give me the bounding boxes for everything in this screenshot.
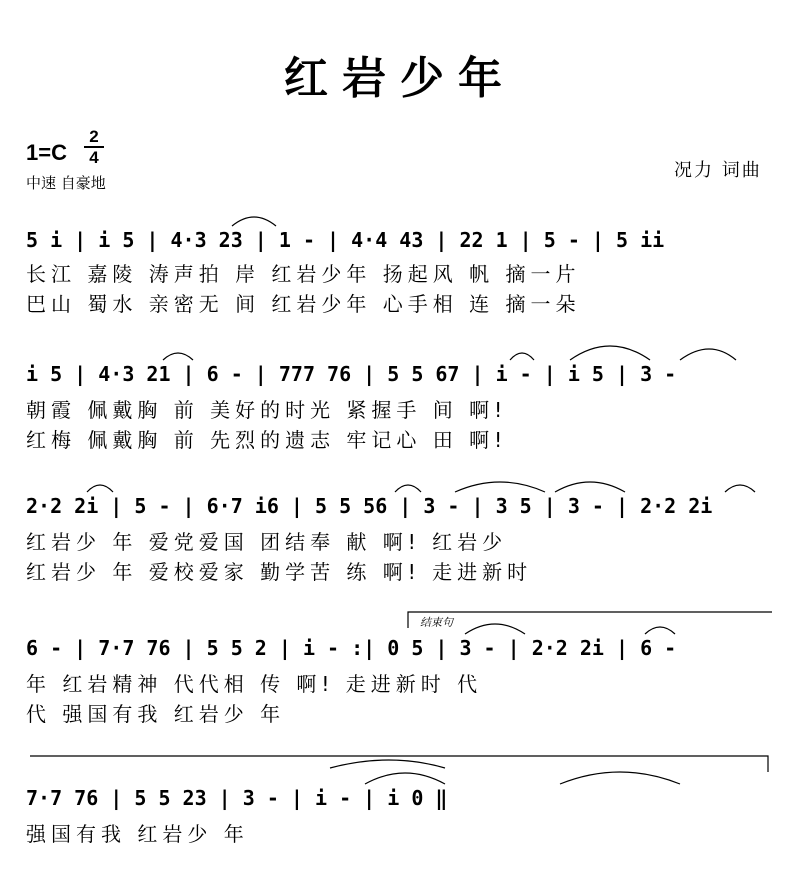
key-signature: 1=C <box>26 140 67 165</box>
tie-arc <box>725 485 755 492</box>
ending-bracket <box>408 612 772 628</box>
notes-row-3: 2·2 2i | 5 - | 6·7 i6 | 5 5 56 | 3 - | 3 5 | 3 - | 2·2 2i <box>26 494 713 518</box>
tie-arc <box>330 760 445 768</box>
lyrics-row-2-verse-1: 朝霞 佩戴胸 前 美好的时光 紧握手 间 啊! <box>26 398 508 422</box>
lyrics-row-4-verse-1: 年 红岩精神 代代相 传 啊! 走进新时 代 <box>26 672 483 696</box>
tie-arc <box>163 353 193 360</box>
end-phrase-label: 结束句 <box>420 616 453 629</box>
notes-row-1: 5 i | i 5 | 4·3 23 | 1 - | 4·4 43 | 22 1 | 5 - | 5 ii <box>26 228 665 252</box>
tempo-marking: 中速 自豪地 <box>26 174 106 192</box>
notes-row-5: 7·7 76 | 5 5 23 | 3 - | i - | i 0 ‖ <box>26 786 448 810</box>
lyrics-row-2-verse-2: 红梅 佩戴胸 前 先烈的遗志 牢记心 田 啊! <box>26 428 508 452</box>
tie-arc <box>645 627 675 634</box>
ending-bracket-2 <box>30 756 768 772</box>
tie-arc <box>555 482 625 492</box>
tie-arc <box>465 624 525 634</box>
lyrics-row-5: 强国有我 红岩少 年 <box>26 822 249 846</box>
lyrics-row-3-verse-2: 红岩少 年 爱校爱家 勤学苦 练 啊! 走进新时 <box>26 560 533 584</box>
composer-credit: 况力 词曲 <box>674 160 762 181</box>
lyrics-row-1-verse-2: 巴山 蜀水 亲密无 间 红岩少年 心手相 连 摘一朵 <box>26 292 581 316</box>
tie-arc <box>680 349 736 360</box>
tie-arc <box>232 217 276 226</box>
song-title: 红岩少年 <box>284 53 516 104</box>
tie-arc <box>570 346 650 360</box>
tie-arc <box>510 353 534 360</box>
time-signature-bottom: 4 <box>89 148 99 167</box>
tie-arc <box>87 485 113 492</box>
tie-arc <box>395 485 421 492</box>
lyrics-row-1-verse-1: 长江 嘉陵 涛声拍 岸 红岩少年 扬起风 帆 摘一片 <box>26 262 581 286</box>
notes-row-4: 6 - | 7·7 76 | 5 5 2 | i - :| 0 5 | 3 - | 2·2 2i | 6 - <box>26 636 677 660</box>
time-signature-top: 2 <box>89 127 99 146</box>
lyrics-row-3-verse-1: 红岩少 年 爱党爱国 团结奉 献 啊! 红岩少 <box>26 530 508 554</box>
tie-arc <box>365 773 445 784</box>
lyrics-row-4-verse-2: 代 强国有我 红岩少 年 <box>26 702 286 726</box>
tie-arc <box>455 482 545 492</box>
tie-arc <box>560 772 680 784</box>
notes-row-2: i 5 | 4·3 21 | 6 - | 777 76 | 5 5 67 | i - | i 5 | 3 - <box>26 362 677 386</box>
